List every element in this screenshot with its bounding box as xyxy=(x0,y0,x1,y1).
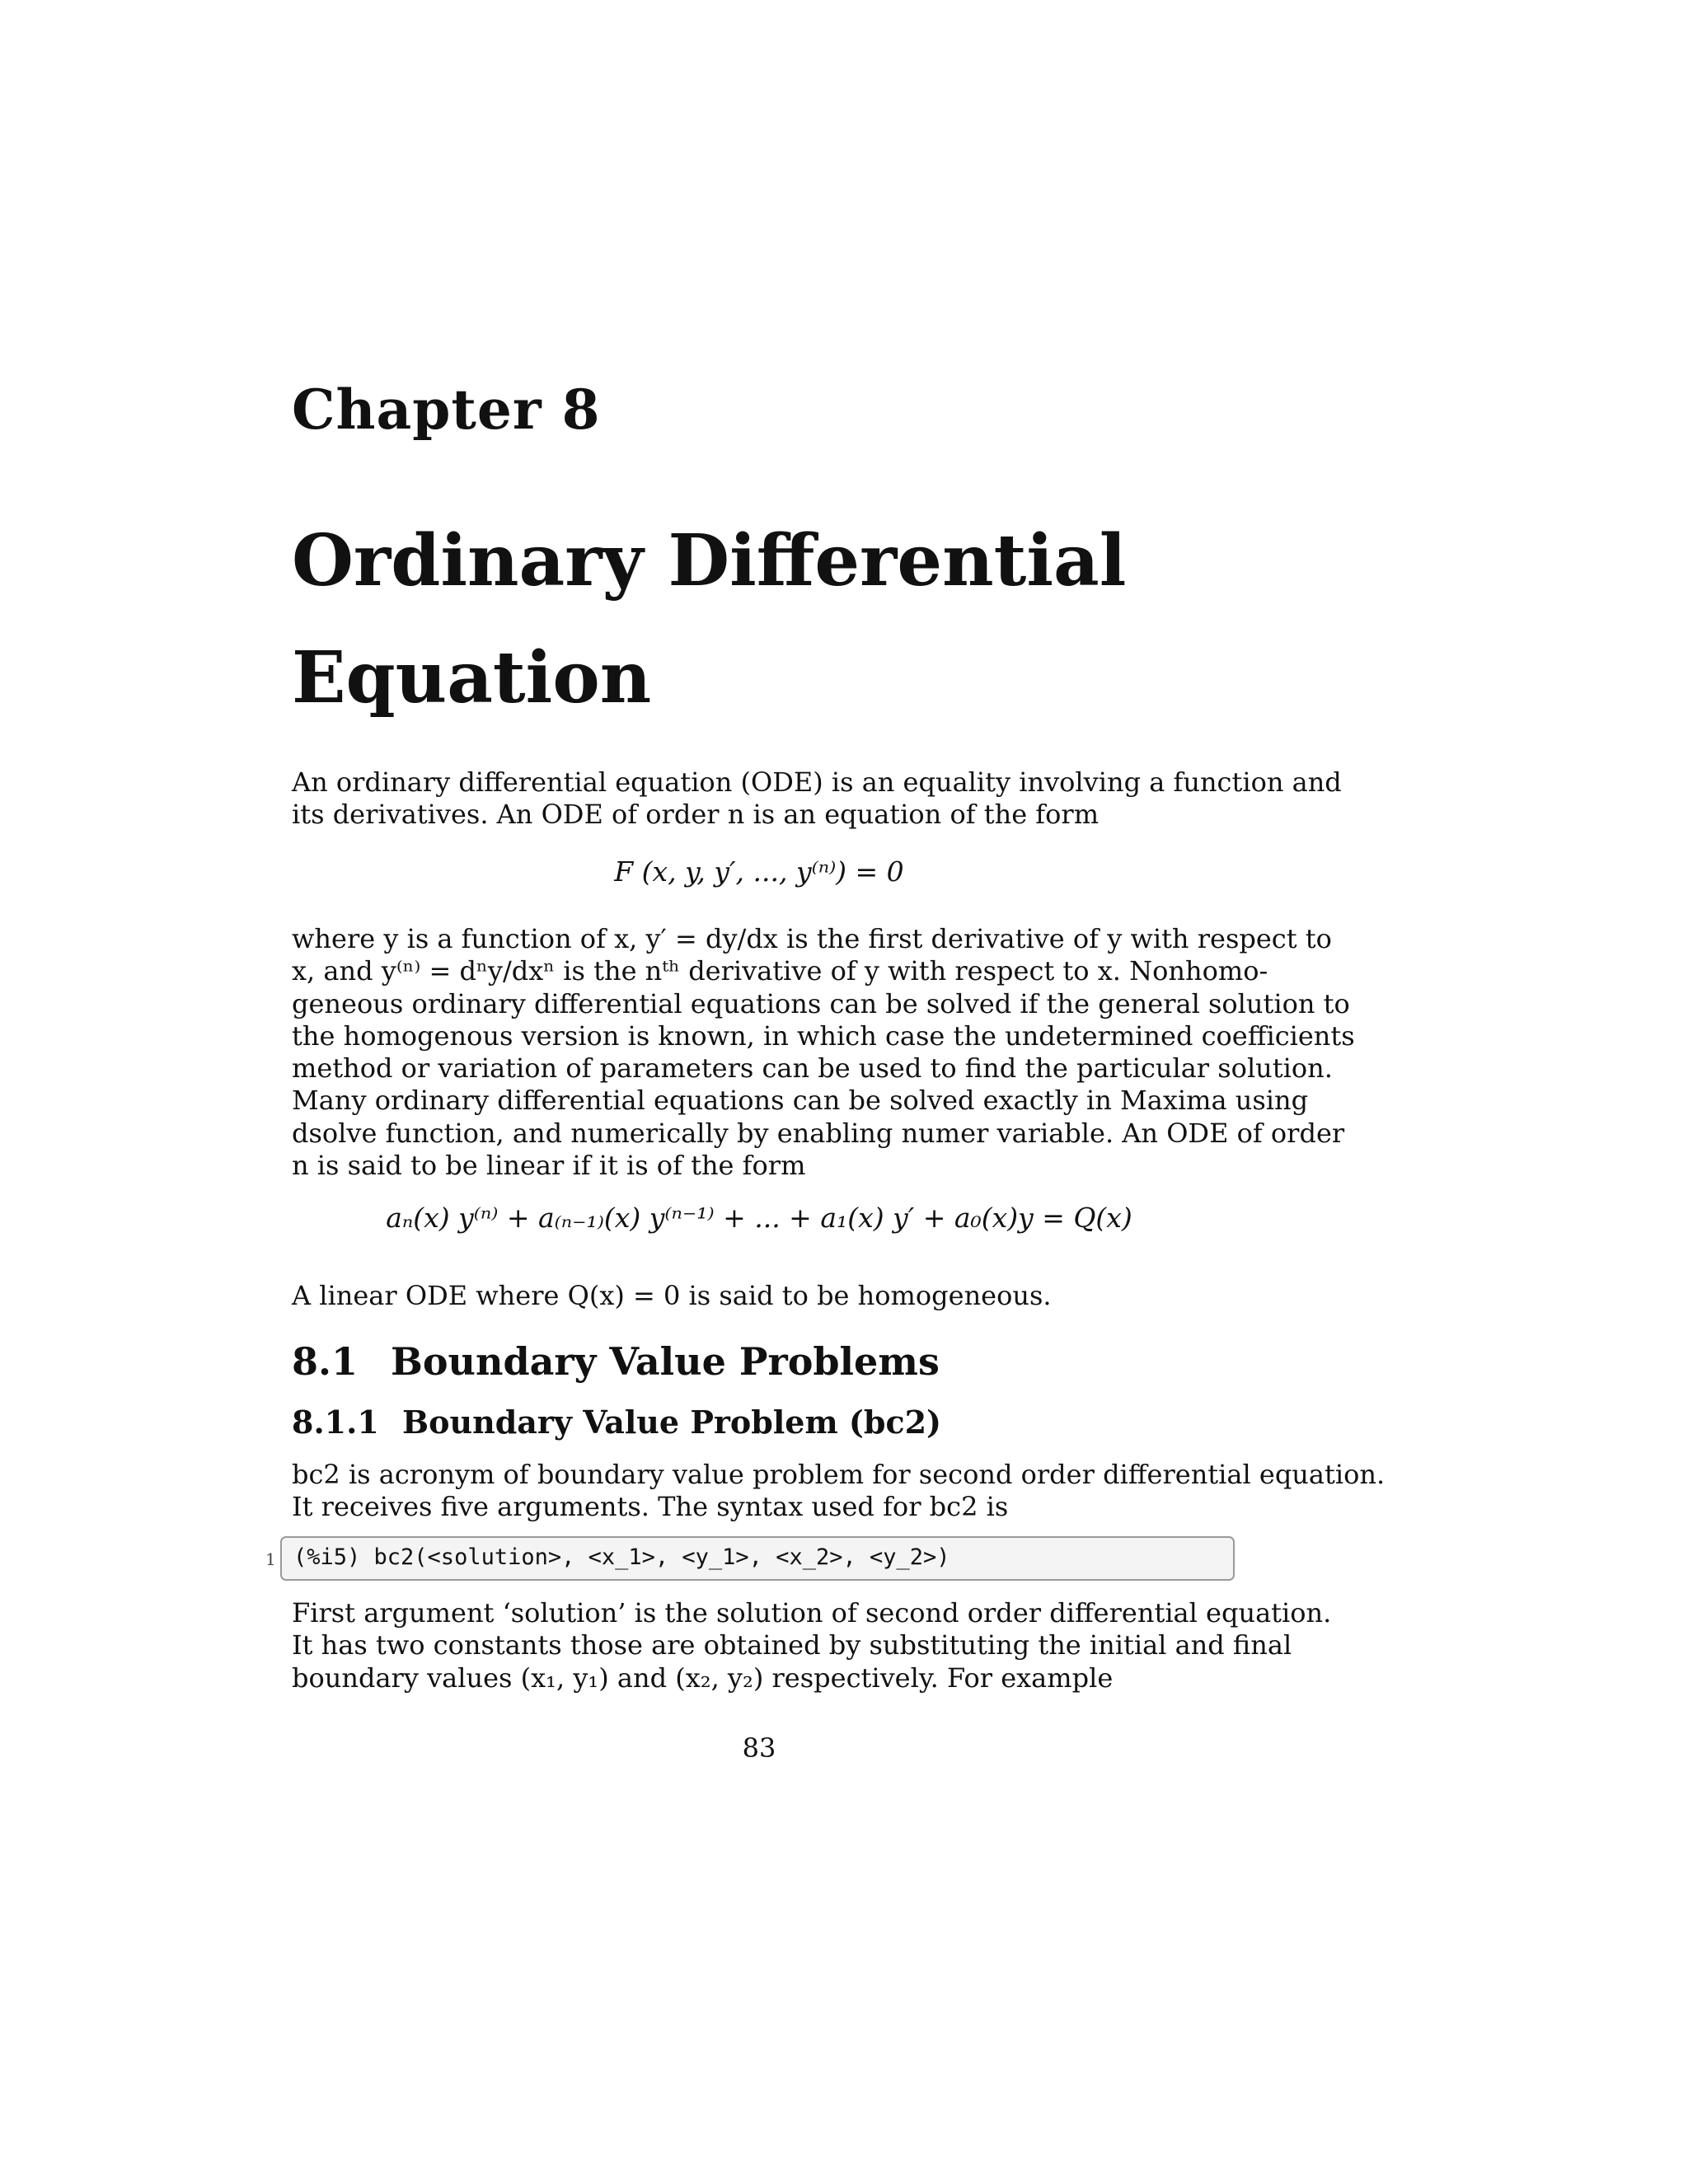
bc2-paragraph xyxy=(292,1459,1386,1524)
paragraph-line: method or variation of parameters can be used to find the particular solution. xyxy=(292,1052,1333,1085)
paragraph-line: First argument ‘solution’ is the solution of second order differential equation. xyxy=(292,1597,1332,1629)
paragraph-line: dsolve function, and numerically by enabling numer variable. An ODE of order xyxy=(292,1117,1345,1149)
paragraph-line: x, and y⁽ⁿ⁾ = dⁿy/dxⁿ is the nᵗʰ derivative of y with respect to x. Nonhomo- xyxy=(292,955,1268,987)
definition-paragraph xyxy=(292,923,1355,1182)
equation-ode-general-form: F (x, y, y′, ..., y⁽ⁿ⁾) = 0 xyxy=(614,855,904,888)
chapter-title-line-1: Ordinary Differential xyxy=(292,519,1127,602)
code-text: (%i5) bc2(<solution>, <x_1>, <y_1>, <x_2>, <y_2>) xyxy=(293,1544,950,1570)
solution-paragraph xyxy=(292,1597,1332,1694)
subsection-heading xyxy=(292,1404,941,1441)
paragraph-line: n is said to be linear if it is of the form xyxy=(292,1150,806,1182)
paragraph-line: the homogenous version is known, in which case the undetermined coefficients xyxy=(292,1019,1355,1052)
paragraph-line: It receives five arguments. The syntax used for bc2 is xyxy=(292,1491,1009,1523)
equation-linear-ode: aₙ(x) y⁽ⁿ⁾ + a₍ₙ₋₁₎(x) y⁽ⁿ⁻¹⁾ + ... + a₁(x) y′ + a₀(x)y = Q(x) xyxy=(386,1202,1132,1234)
subsection-number: 8.1.1 xyxy=(292,1404,379,1441)
homogeneous-paragraph xyxy=(292,1280,1226,1312)
section-title: Boundary Value Problems xyxy=(391,1339,940,1384)
page-number: 83 xyxy=(742,1732,776,1764)
chapter-label: Chapter 8 xyxy=(292,377,601,442)
subsection-title: Boundary Value Problem (bc2) xyxy=(402,1404,941,1441)
paragraph-line: An ordinary differential equation (ODE) is an equality involving a function and xyxy=(292,766,1342,798)
code-line-number: 1 xyxy=(265,1549,276,1569)
chapter-title-line-2: Equation xyxy=(292,636,652,719)
paragraph-line: It has two constants those are obtained by substituting the initial and final xyxy=(292,1629,1292,1661)
section-number: 8.1 xyxy=(292,1339,359,1384)
paragraph-line: boundary values (x₁, y₁) and (x₂, y₂) respectively. For example xyxy=(292,1661,1114,1694)
chapter-title xyxy=(292,503,1281,737)
paragraph-line: Many ordinary differential equations can be solved exactly in Maxima using xyxy=(292,1085,1309,1117)
paragraph-line: its derivatives. An ODE of order n is an equation of the form xyxy=(292,799,1100,831)
section-heading xyxy=(292,1339,940,1384)
paragraph-line: where y is a function of x, y′ = dy/dx is the first derivative of y with respect to xyxy=(292,923,1332,954)
paragraph-line: A linear ODE where Q(x) = 0 is said to be homogeneous. xyxy=(292,1280,1052,1311)
paragraph-line: geneous ordinary differential equations can be solved if the general solution to xyxy=(292,987,1350,1019)
paragraph-line: bc2 is acronym of boundary value problem for second order differential equation. xyxy=(292,1459,1386,1490)
intro-paragraph xyxy=(292,766,1342,832)
